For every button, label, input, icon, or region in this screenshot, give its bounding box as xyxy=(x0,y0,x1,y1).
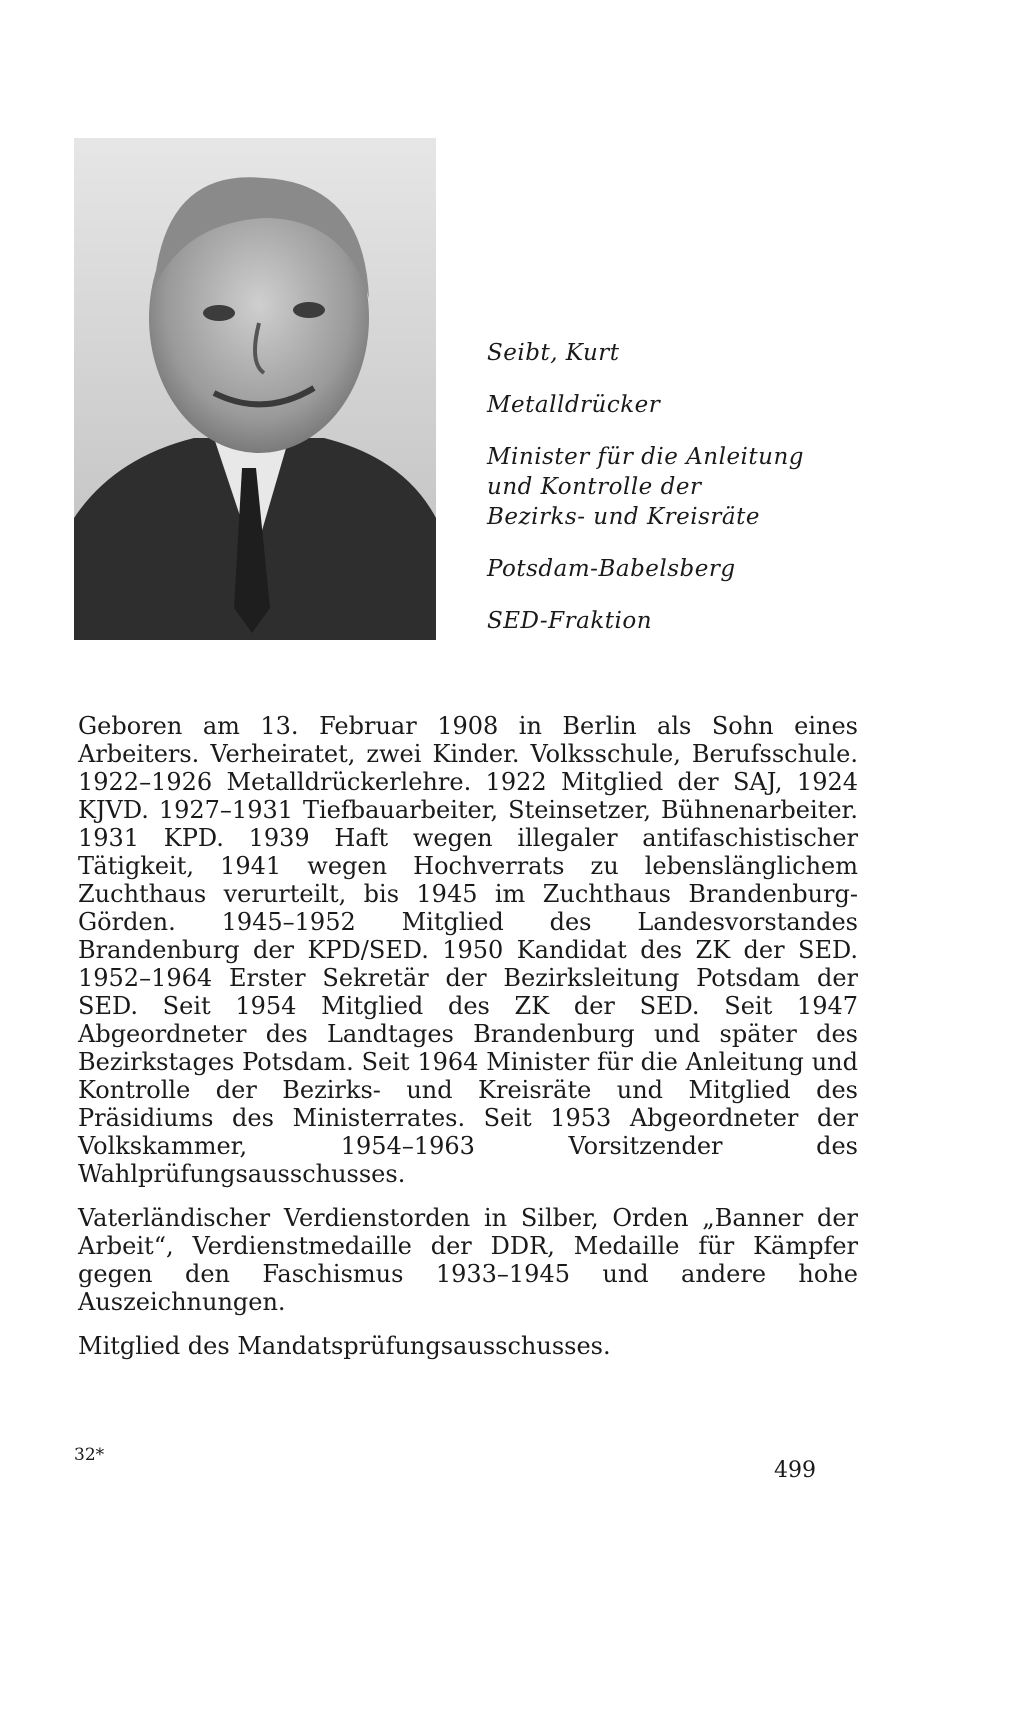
person-name: Seibt, Kurt xyxy=(487,340,620,366)
person-faction: SED-Fraktion xyxy=(487,608,653,634)
bio-paragraph-career: Geboren am 13. Februar 1908 in Berlin als Sohn eines Arbeiters. Verheiratet, zwei Kinder. Volksschule, Berufsschule. 1922–1926 Metalldrückerlehre. 1922 Mitglied der SAJ, 1924 KJVD. 1927–1931 Tiefbauarbeiter, Steinsetzer, Bühnenarbeiter. 1931 KPD. 1939 Haft wegen illegaler antifaschistischer Tätigkeit, 1941 wegen Hochverrats zu lebenslänglichem Zuchthaus verurteilt, bis 1945 im Zuchthaus Brandenburg-Görden. 1945–1952 Mitglied des Landesvorstandes Brandenburg der KPD/SED. 1950 Kandidat des ZK der SED. 1952–1964 Erster Sekretär der Bezirksleitung Potsdam der SED. Seit 1954 Mitglied des ZK der SED. Seit 1947 Abgeordneter des Landtages Brandenburg und später des Bezirkstages Potsdam. Seit 1964 Minister für die Anleitung und Kontrolle der Bezirks- und Kreisräte und Mitglied des Präsidiums des Ministerrates. Seit 1953 Abgeordneter der Volkskammer, 1954–1963 Vorsitzender des Wahlprüfungsausschusses. xyxy=(78,712,858,1188)
person-place: Potsdam-Babelsberg xyxy=(487,556,736,582)
biography xyxy=(78,712,858,1376)
portrait-photo xyxy=(74,138,436,640)
bio-paragraph-awards: Vaterländischer Verdienstorden in Silber, Orden „Banner der Arbeit“, Verdienstmedaille der DDR, Medaille für Kämpfer gegen den Faschismus 1933–1945 und andere hohe Auszeichnungen. xyxy=(78,1204,858,1316)
person-role: Minister für die Anleitung und Kontrolle der Bezirks- und Kreisräte xyxy=(487,444,805,530)
signature-mark: 32* xyxy=(74,1445,105,1465)
person-occupation: Metalldrücker xyxy=(487,392,661,418)
bio-paragraph-membership: Mitglied des Mandatsprüfungsausschusses. xyxy=(78,1332,611,1360)
page-number: 499 xyxy=(774,1458,816,1483)
person-caption xyxy=(487,338,804,658)
